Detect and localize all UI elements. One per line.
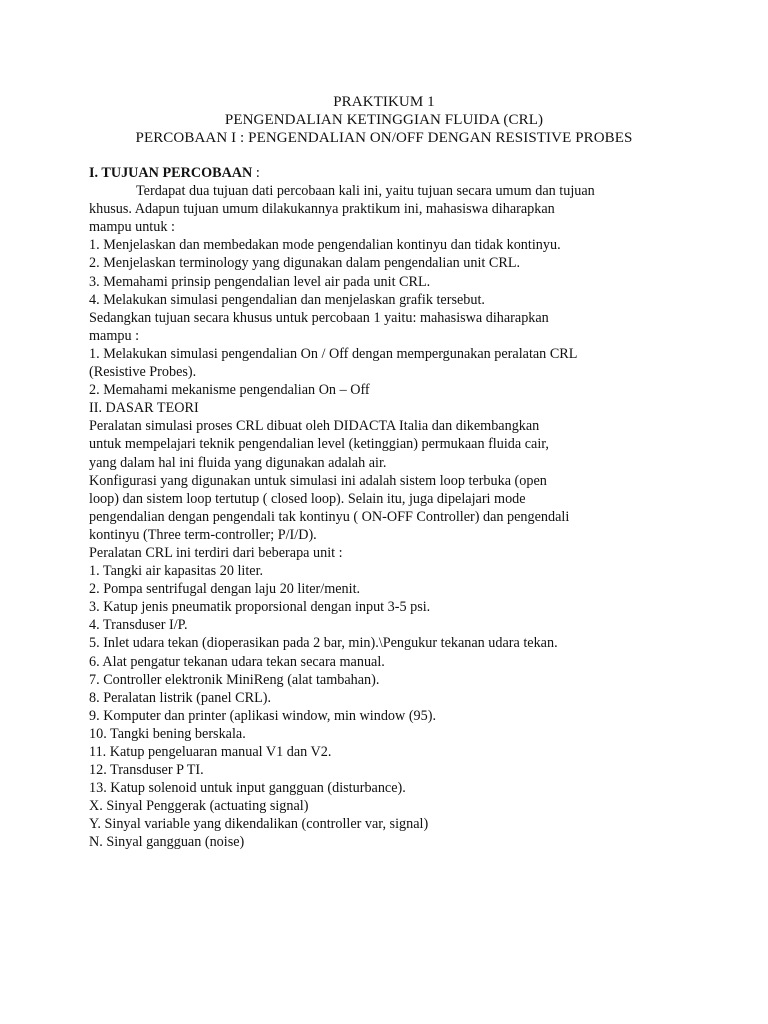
list-item: 2. Menjelaskan terminology yang digunakan dalam pengendalian unit CRL. bbox=[89, 255, 521, 272]
list-item: 11. Katup pengeluaran manual V1 dan V2. bbox=[89, 744, 332, 760]
paragraph-line: Peralatan CRL ini terdiri dari beberapa unit : bbox=[89, 544, 343, 561]
section-heading-tujuan bbox=[89, 164, 649, 182]
title-experiment: PERCOBAAN I : PENGENDALIAN ON/OFF DENGAN RESISTIVE PROBES bbox=[135, 130, 633, 146]
document-body bbox=[89, 164, 649, 852]
title-topic: PENGENDALIAN KETINGGIAN FLUIDA (CRL) bbox=[224, 112, 544, 128]
list-item: 6. Alat pengatur tekanan udara tekan secara manual. bbox=[89, 653, 385, 670]
list-item: N. Sinyal gangguan (noise) bbox=[89, 834, 245, 851]
list-item: 3. Katup jenis pneumatik proporsional dengan input 3-5 psi. bbox=[89, 599, 431, 616]
list-item: 4. Transduser I/P. bbox=[89, 617, 188, 634]
list-item: 3. Memahami prinsip pengendalian level air pada unit CRL. bbox=[89, 273, 431, 290]
title-praktikum: PRAKTIKUM 1 bbox=[333, 94, 435, 110]
list-item: 1. Tangki air kapasitas 20 liter. bbox=[89, 563, 264, 580]
list-item: 9. Komputer dan printer (aplikasi window, min window (95). bbox=[89, 707, 437, 724]
list-item: 13. Katup solenoid untuk input gangguan (disturbance). bbox=[89, 780, 406, 797]
list-item: X. Sinyal Penggerak (actuating signal) bbox=[89, 798, 309, 815]
list-item: 1. Menjelaskan dan membedakan mode pengendalian kontinyu dan tidak kontinyu. bbox=[89, 237, 561, 254]
paragraph-line: Konfigurasi yang digunakan untuk simulasi ini adalah sistem loop terbuka (open bbox=[89, 472, 547, 489]
list-item: 2. Memahami mekanisme pengendalian On – Off bbox=[89, 382, 370, 399]
paragraph-line: Terdapat dua tujuan dati percobaan kali ini, yaitu tujuan secara umum dan tujuan bbox=[136, 183, 595, 200]
section-heading-dasar-teori: II. DASAR TEORI bbox=[89, 400, 199, 417]
paragraph-line: kontinyu (Three term-controller; P/I/D). bbox=[89, 526, 317, 543]
document-title-block bbox=[0, 93, 768, 147]
section-heading-tujuan-colon: : bbox=[252, 165, 260, 181]
paragraph-line: mampu : bbox=[89, 327, 140, 344]
list-item: 8. Peralatan listrik (panel CRL). bbox=[89, 689, 272, 706]
paragraph-line: khusus. Adapun tujuan umum dilakukannya praktikum ini, mahasiswa diharapkan bbox=[89, 201, 555, 218]
list-item: 4. Melakukan simulasi pengendalian dan menjelaskan grafik tersebut. bbox=[89, 291, 485, 308]
paragraph-line: pengendalian dengan pengendali tak kontinyu ( ON-OFF Controller) dan pengendali bbox=[89, 508, 570, 525]
paragraph-line: mampu untuk : bbox=[89, 219, 175, 236]
paragraph-line: Sedangkan tujuan secara khusus untuk percobaan 1 yaitu: mahasiswa diharapkan bbox=[89, 309, 549, 326]
paragraph-line: yang dalam hal ini fluida yang digunakan adalah air. bbox=[89, 454, 387, 471]
paragraph-line: untuk mempelajari teknik pengendalian level (ketinggian) permukaan fluida cair, bbox=[89, 436, 549, 453]
list-item: 5. Inlet udara tekan (dioperasikan pada 2 bar, min).\Pengukur tekanan udara tekan. bbox=[89, 635, 558, 652]
list-item: (Resistive Probes). bbox=[89, 364, 197, 381]
paragraph-line: Peralatan simulasi proses CRL dibuat oleh DIDACTA Italia dan dikembangkan bbox=[89, 418, 540, 435]
section-heading-tujuan-bold: I. TUJUAN PERCOBAAN bbox=[89, 165, 253, 181]
list-item: 1. Melakukan simulasi pengendalian On / Off dengan mempergunakan peralatan CRL bbox=[89, 345, 578, 362]
list-item: Y. Sinyal variable yang dikendalikan (controller var, signal) bbox=[89, 816, 429, 833]
paragraph-line: loop) dan sistem loop tertutup ( closed loop). Selain itu, juga dipelajari mode bbox=[89, 490, 526, 507]
list-item: 7. Controller elektronik MiniReng (alat tambahan). bbox=[89, 671, 380, 688]
list-item: 2. Pompa sentrifugal dengan laju 20 liter/menit. bbox=[89, 581, 361, 598]
list-item: 10. Tangki bening berskala. bbox=[89, 725, 246, 742]
list-item: 12. Transduser P TI. bbox=[89, 762, 204, 779]
